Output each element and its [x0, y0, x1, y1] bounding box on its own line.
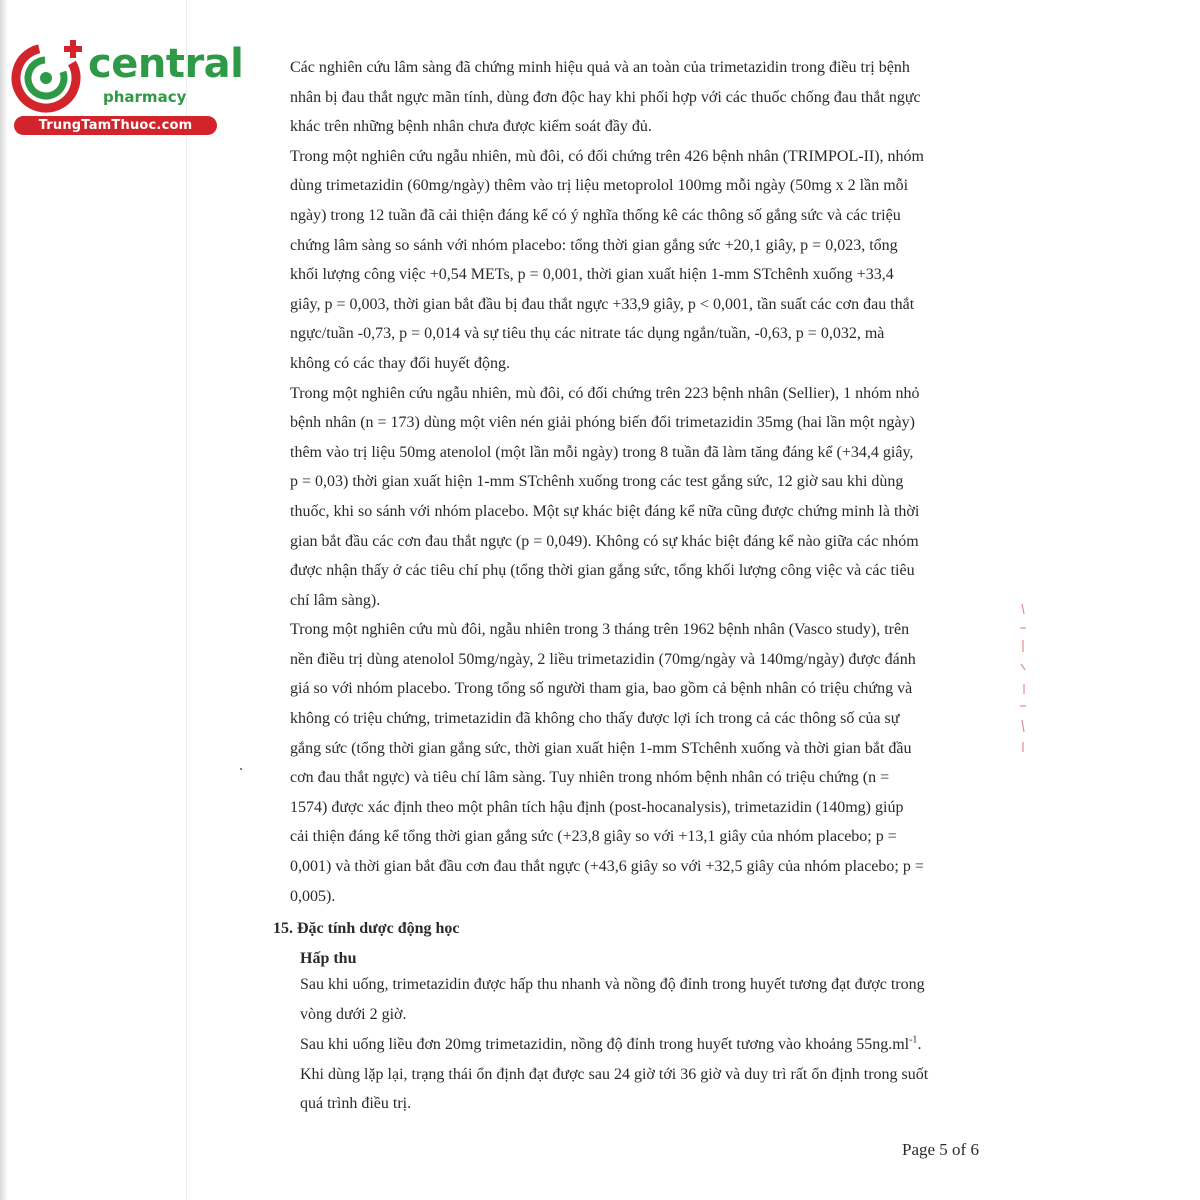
text-line [300, 1030, 980, 1060]
section-heading: 15. Đặc tính dược động học [273, 920, 460, 937]
document-body [290, 53, 978, 911]
text-line: bệnh nhân (n = 173) dùng một viên nén giải phóng biến đổi trimetazidin 35mg (hai lần một ngày) [290, 414, 915, 432]
text-line: Khi dùng lặp lại, trạng thái ổn định đạt được sau 24 giờ tới 36 giờ và duy trì rất ổn định trong suốt [300, 1065, 929, 1083]
text-line: không có triệu chứng, trimetazidin đã không cho thấy được lợi ích trong cả các thông số của sự [290, 710, 900, 728]
text-line: Trong một nghiên cứu mù đôi, ngẫu nhiên trong 3 tháng trên 1962 bệnh nhân (Vasco study), trên [290, 621, 910, 639]
body-paragraph [290, 142, 978, 379]
text-segment: Sau khi uống liều đơn 20mg trimetazidin, nồng độ đỉnh trong huyết tương vào khoảng 55ng.ml [300, 1036, 910, 1053]
subsection-heading: Hấp thu [300, 950, 357, 967]
text-line: Sau khi uống, trimetazidin được hấp thu nhanh và nồng độ đỉnh trong huyết tương đạt được trong [300, 976, 925, 993]
text-line: ngực/tuần -0,73, p = 0,014 và sự tiêu thụ các nitrate tác dụng ngắn/tuần, -0,63, p = 0,032, mà [290, 325, 885, 343]
text-line: nhân bị đau thắt ngực mãn tính, dùng đơn độc hay khi phối hợp với các thuốc chống đau thắt ngực [290, 88, 921, 106]
text-line: Các nghiên cứu lâm sàng đã chứng minh hiệu quả và an toàn của trimetazidin trong điều trị bệnh [290, 59, 910, 76]
text-line: giá so với nhóm placebo. Trong tổng số người tham gia, bao gồm cả bệnh nhân có triệu chứng và [290, 680, 913, 698]
text-line: 0,005). [290, 887, 336, 905]
body-paragraph [290, 379, 978, 616]
stamp-edge-icon [1014, 600, 1036, 760]
superscript: -1 [909, 1034, 918, 1046]
logo-mark-icon [10, 38, 86, 114]
text-line: quá trình điều trị. [300, 1095, 412, 1113]
text-line: gắng sức (tổng thời gian gắng sức, thời gian xuất hiện 1-mm STchênh xuống và thời gian bắt đầu [290, 739, 912, 757]
text-line: chứng lâm sàng so sánh với nhóm placebo: tổng thời gian gắng sức +20,1 giây, p = 0,023, tổng [290, 236, 898, 254]
scan-speck [240, 768, 242, 770]
text-line: khác trên những bệnh nhân chưa được kiểm soát đầy đủ. [290, 118, 652, 136]
logo-subtitle: pharmacy [103, 88, 187, 106]
logo-name: central [88, 41, 244, 87]
text-line: Trong một nghiên cứu ngẫu nhiên, mù đôi, có đối chứng trên 223 bệnh nhân (Sellier), 1 nhóm nhỏ [290, 384, 920, 402]
text-line: thêm vào trị liệu 50mg atenolol (một lần mỗi ngày) trong 8 tuần đã làm tăng đáng kể (+34,4 giây, [290, 443, 914, 461]
text-line: chí lâm sàng). [290, 591, 381, 609]
text-line: vòng dưới 2 giờ. [300, 1005, 407, 1023]
absorption-paragraph-2 [300, 1030, 980, 1119]
text-line: 1574) được xác định theo một phân tích hậu định (post-hocanalysis), trimetazidin (140mg) giúp [290, 798, 904, 816]
text-line: gian bắt đầu các cơn đau thắt ngực (p = 0,049). Không có sự khác biệt đáng kể nào giữa các nhóm [290, 532, 919, 550]
body-paragraph [290, 615, 978, 911]
scan-fold-line [186, 0, 187, 1200]
text-line: khối lượng công việc +0,54 METs, p = 0,001, thời gian xuất hiện 1-mm STchênh xuống +33,4 [290, 266, 894, 284]
absorption-paragraph-1 [300, 970, 980, 1029]
page-number: Page 5 of 6 [902, 1140, 979, 1159]
text-line: 0,001) và thời gian bắt đầu cơn đau thắt ngực (+43,6 giây so với +32,5 giây của nhóm placebo; p = [290, 858, 924, 876]
text-line: cải thiện đáng kể tổng thời gian gắng sức (+23,8 giây so với +13,1 giây của nhóm placebo; p = [290, 828, 897, 846]
text-segment: . [917, 1036, 922, 1053]
text-line: được nhận thấy ở các tiêu chí phụ (tổng thời gian gắng sức, tổng khối lượng công việc và các tiêu [290, 562, 915, 580]
central-pharmacy-logo[interactable] [8, 36, 244, 136]
text-line: nền điều trị dùng atenolol 50mg/ngày, 2 liều trimetazidin (70mg/ngày và 140mg/ngày) được đánh [290, 650, 916, 668]
text-line: Trong một nghiên cứu ngẫu nhiên, mù đôi, có đối chứng trên 426 bệnh nhân (TRIMPOL-II), nhóm [290, 147, 924, 165]
text-line: cơn đau thắt ngực) và tiêu chí lâm sàng. Tuy nhiên trong nhóm bệnh nhân có triệu chứng (n = [290, 769, 890, 787]
text-line: p = 0,03) thời gian xuất hiện 1-mm STchênh xuống trong các test gắng sức, 12 giờ sau khi dùng [290, 473, 904, 491]
body-paragraph [290, 53, 978, 142]
text-line: ngày) trong 12 tuần đã cải thiện đáng kể có ý nghĩa thống kê các thông số gắng sức và các triệu [290, 206, 901, 224]
text-line: không có các thay đổi huyết động. [290, 354, 510, 372]
text-line: thuốc, khi so sánh với nhóm placebo. Một sự khác biệt đáng kể nữa cũng được chứng minh là thời [290, 502, 920, 520]
text-line: dùng trimetazidin (60mg/ngày) thêm vào trị liệu metoprolol 100mg mỗi ngày (50mg x 2 lần mỗi [290, 177, 909, 195]
logo-url-badge[interactable]: TrungTamThuoc.com [14, 116, 217, 135]
text-line: giây, p = 0,003, thời gian bắt đầu bị đau thắt ngực +33,9 giây, p < 0,001, tần suất các cơn đau thắt [290, 295, 915, 313]
scan-edge [0, 0, 8, 1200]
